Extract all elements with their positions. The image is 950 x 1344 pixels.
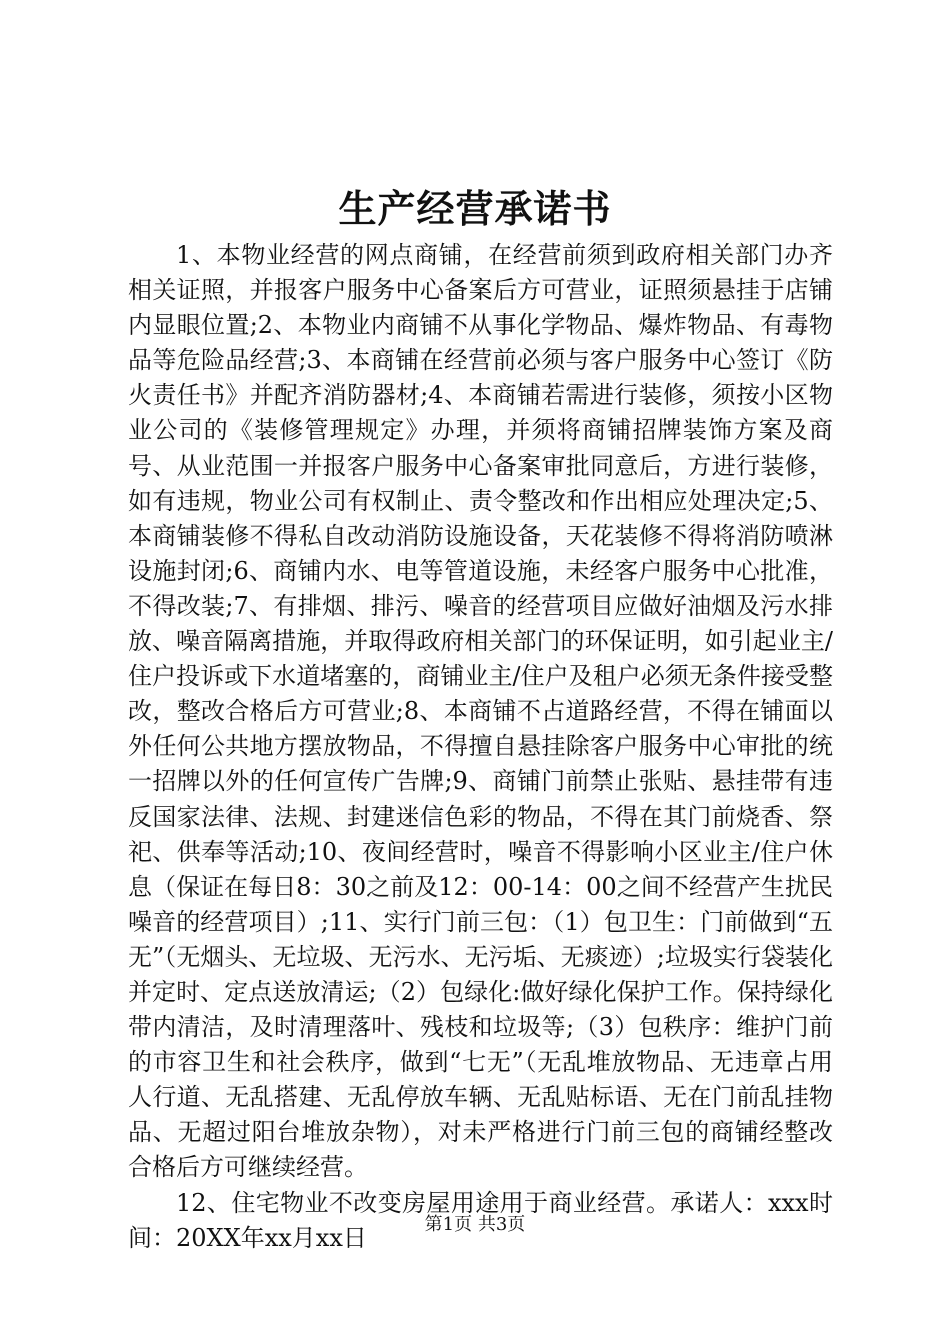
document-body <box>128 238 833 1256</box>
paragraph-2: 12、住宅物业不改变房屋用途用于商业经营。承诺人：xxx时间：20XX年xx月xx日 <box>128 1188 833 1252</box>
paragraph-1: 1、本物业经营的网点商铺，在经营前须到政府相关部门办齐相关证照，并报客户服务中心备案后方可营业，证照须悬挂于店铺内显眼位置;2、本物业内商铺不从事化学物品、爆炸物品、有毒物品等危险品经营;3、本商铺在经营前必须与客户服务中心签订《防火责任书》并配齐消防器材;4、本商铺若需进行装修，须按小区物业公司的《装修管理规定》办理，并须将商铺招牌装饰方案及商号、从业范围一并报客户服务中心备案审批同意后，方进行装修，如有违规，物业公司有权制止、责令整改和作出相应处理决定;5、本商铺装修不得私自改动消防设施设备，天花装修不得将消防喷淋设施封闭;6、商铺内水、电等管道设施，未经客户服务中心批准，不得改装;7、有排烟、排污、噪音的经营项目应做好油烟及污水排放、噪音隔离措施，并取得政府相关部门的环保证明，如引起业主/住户投诉或下水道堵塞的，商铺业主/住户及租户必须无条件接受整改，整改合格后方可营业;8、本商铺不占道路经营，不得在铺面以外任何公共地方摆放物品，不得擅自悬挂除客户服务中心审批的统一招牌以外的任何宣传广告牌;9、商铺门前禁止张贴、悬挂带有违反国家法律、法规、封建迷信色彩的物品，不得在其门前烧香、祭祀、供奉等活动;10、夜间经营时，噪音不得影响小区业主/住户休息（保证在每日8：30之前及12：00-14：00之间不经营产生扰民噪音的经营项目）;11、实行门前三包：（1）包卫生：门前做到“五无”（无烟头、无垃圾、无污水、无污垢、无痰迹）;垃圾实行袋装化并定时、定点送放清运;（2）包绿化:做好绿化保护工作。保持绿化带内清洁，及时清理落叶、残枝和垃圾等;（3）包秩序：维护门前的市容卫生和社会秩序，做到“七无”（无乱堆放物品、无违章占用人行道、无乱搭建、无乱停放车辆、无乱贴标语、无在门前乱挂物品、无超过阳台堆放杂物），对未严格进行门前三包的商铺经整改合格后方可继续经营。 <box>128 241 833 1182</box>
page-number-footer: 第1页 共3页 <box>424 1214 526 1235</box>
document-title: 生产经营承诺书 <box>338 186 612 231</box>
